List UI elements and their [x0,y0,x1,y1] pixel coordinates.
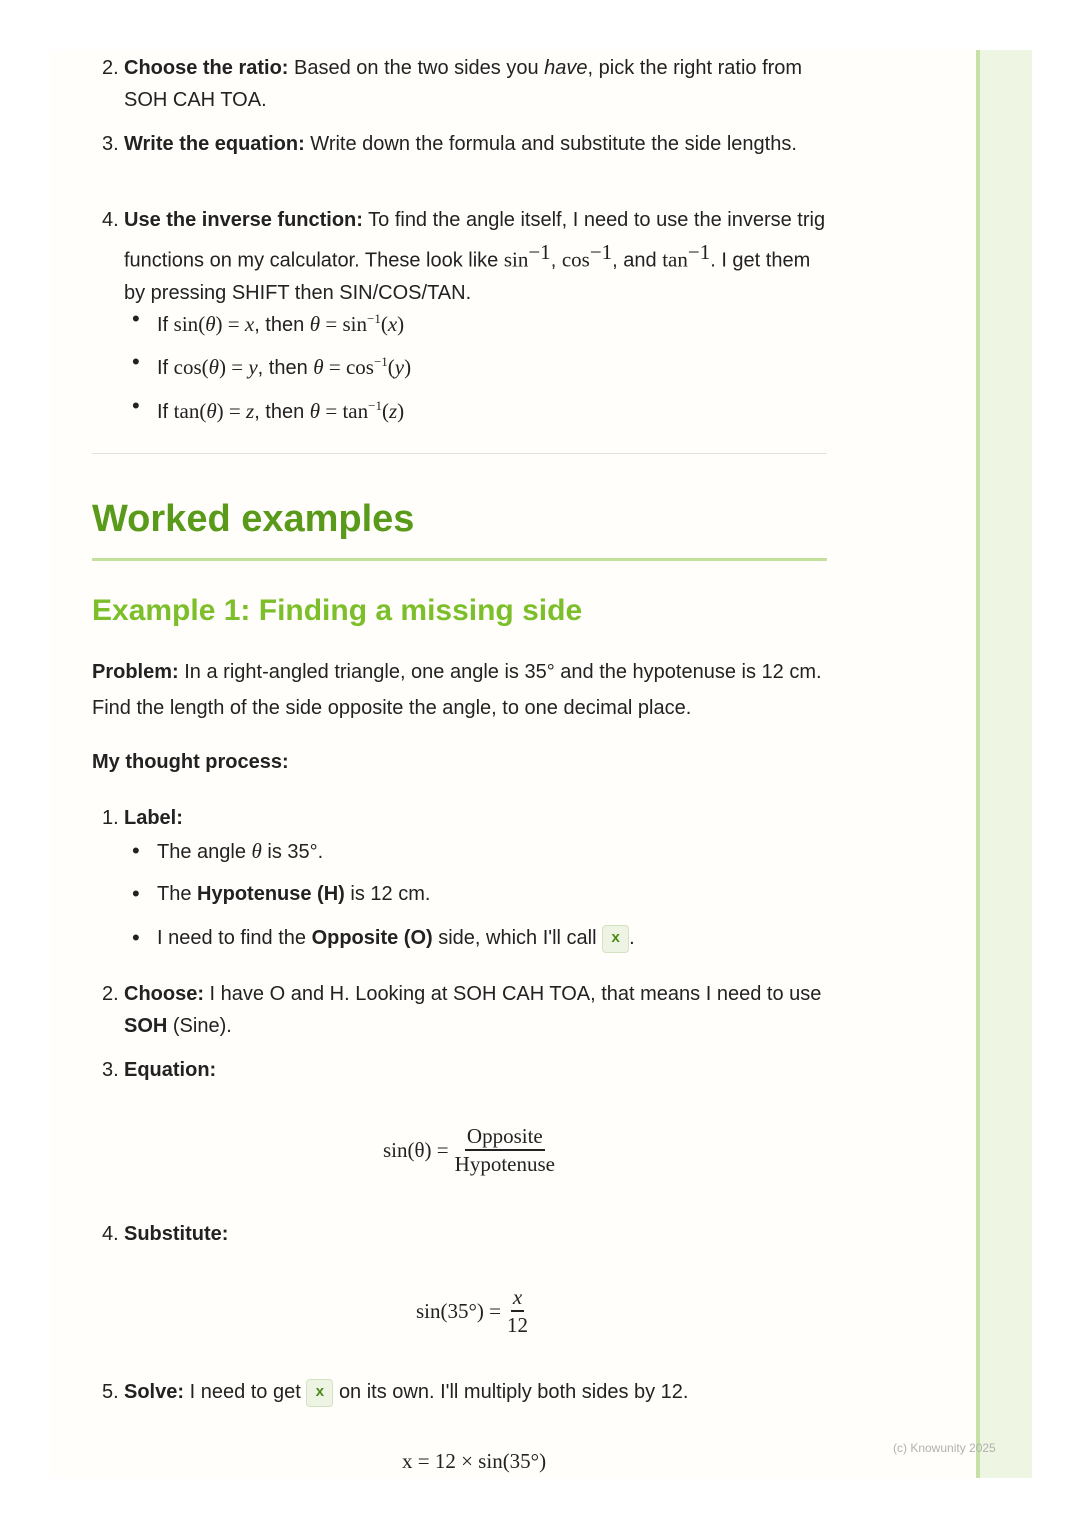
bullet-text: . [629,927,635,949]
step-equation [102,1054,827,1086]
bullet-text: , then [254,314,310,336]
step-title: Choose: [124,983,204,1005]
equation-lhs: sin(35°) = [416,1298,501,1323]
step-text: . I get them by pressing SHIFT then SIN/COS/TAN. [124,249,811,304]
math: θ [251,839,262,863]
step-text: To find the angle itself, I need to use the inverse trig functions on my calculator. These look like [124,209,826,272]
bullet-text: is 12 cm. [344,883,431,905]
step-emphasis: have [544,57,588,79]
step-title: Use the inverse function: [124,209,363,231]
step-number: 1. [102,807,119,829]
thought-label [92,746,827,778]
step-text: Based on the two sides you [288,57,545,79]
bullet-text: , then [254,401,310,423]
bullet-inverse-cos: • If cos(θ) = y, then $\theta = \cos^{-1}(y)$ [132,346,411,384]
step-solve [102,1376,827,1408]
math: z [388,399,398,423]
bullet-text: side, which I'll call [432,927,603,949]
step-number: 4. [102,209,119,231]
step-choose-ratio [102,52,827,116]
copyright: (c) Knowunity 2025 [893,1441,996,1455]
equation-text: x = 12 × sin(35°) [402,1449,547,1473]
step-substitute [102,1218,827,1250]
step-number: 2. [102,983,119,1005]
fraction-numerator: x [511,1284,524,1312]
equation-sine-ratio [383,1123,555,1177]
math: y [394,355,405,379]
fraction-denominator: Hypotenuse [454,1152,555,1176]
problem-statement [92,654,827,726]
variable-chip: x [602,925,629,953]
math: y [248,355,258,379]
example-title: Example 1: Finding a missing side [92,594,583,627]
step-text: I need to get [184,1381,307,1403]
step-number: 2. [102,57,119,79]
math: −1 [687,240,711,264]
divider [92,453,827,454]
variable-chip: x [306,1379,333,1407]
math: tan [662,247,688,272]
math: sin [342,312,367,336]
math: x [244,312,255,336]
step-text: , and [612,249,663,272]
step-title: Choose the ratio: [124,57,289,79]
equation-substituted [416,1284,528,1338]
fraction-numerator: Opposite [465,1123,545,1151]
step-text: (Sine). [167,1015,232,1037]
bullet-bold: Opposite (O) [311,927,433,949]
problem-label: Problem: [92,661,179,683]
heading-underline [92,558,827,561]
bullet-text: is 35°. [261,841,324,863]
step-write-equation [102,128,827,160]
math: −1 [528,240,551,264]
step-text: I have O and H. Looking at SOH CAH TOA, that means I need to use [204,983,822,1005]
bullet-inverse-tan: • If tan(θ) = z, then $\theta = \tan^{-1}(z)$ [132,390,404,428]
step-text: , pick the right ratio from SOH CAH TOA. [124,57,803,111]
equation-lhs: sin(θ) = [383,1137,449,1162]
step-title: Write the equation: [124,133,305,155]
step-title: Solve: [124,1381,185,1403]
math: cos [345,355,374,379]
step-bold: SOH [124,1015,168,1037]
bullet-text: The angle [157,841,252,863]
math: cos [561,247,590,272]
side-panel [976,50,1032,1478]
step-text: Write down the formula and substitute the side lengths. [304,133,797,155]
math: x [387,312,398,336]
bullet-text: I need to find the [157,927,312,949]
step-number: 3. [102,1059,119,1081]
step-title: Label: [124,807,183,829]
problem-text: In a right-angled triangle, one angle is 35° and the hypotenuse is 12 cm. Find the length of the side opposite the angle, to one decimal place. [92,661,822,719]
step-inverse: 4. Use the inverse function: To find the angle itself, I need to use the inverse trig functions on my calculator. These look like $\sin^{-1}$, $\cos^{-1}$, and $\tan^{-1}$. I get them by pressing SHIFT then SIN/COS/TAN. [102,204,827,309]
bullet-opposite [132,922,635,954]
step-choose [102,978,827,1042]
math: cos [173,355,202,379]
step-number: 4. [102,1223,119,1245]
bullet-hypotenuse [132,878,430,910]
math: sin [173,312,199,336]
section-heading: Worked examples [92,498,415,540]
bullet-text: If [157,401,174,423]
step-number: 3. [102,133,119,155]
math: tan [173,399,200,423]
bullet-text: , then [257,357,314,379]
math: z [246,399,255,423]
fraction-denominator: 12 [506,1313,528,1337]
equation-solved [402,1449,546,1474]
step-title: Equation: [124,1059,217,1081]
bullet-text: If [157,357,174,379]
step-number: 5. [102,1381,119,1403]
math: tan [342,399,369,423]
step-label [102,802,827,834]
bullet-bold: Hypotenuse (H) [197,883,345,905]
step-text: on its own. I'll multiply both sides by 12. [338,1381,689,1403]
step-title: Substitute: [124,1223,229,1245]
math: sin [503,247,529,272]
thought-label-text: My thought process: [92,751,289,773]
bullet-text: The [157,883,198,905]
bullet-text: If [157,314,174,336]
bullet-angle [132,835,323,868]
math: −1 [589,240,613,264]
bullet-inverse-sin: • If sin(θ) = x, then $\theta = \sin^{-1}(x)$ [132,303,404,341]
